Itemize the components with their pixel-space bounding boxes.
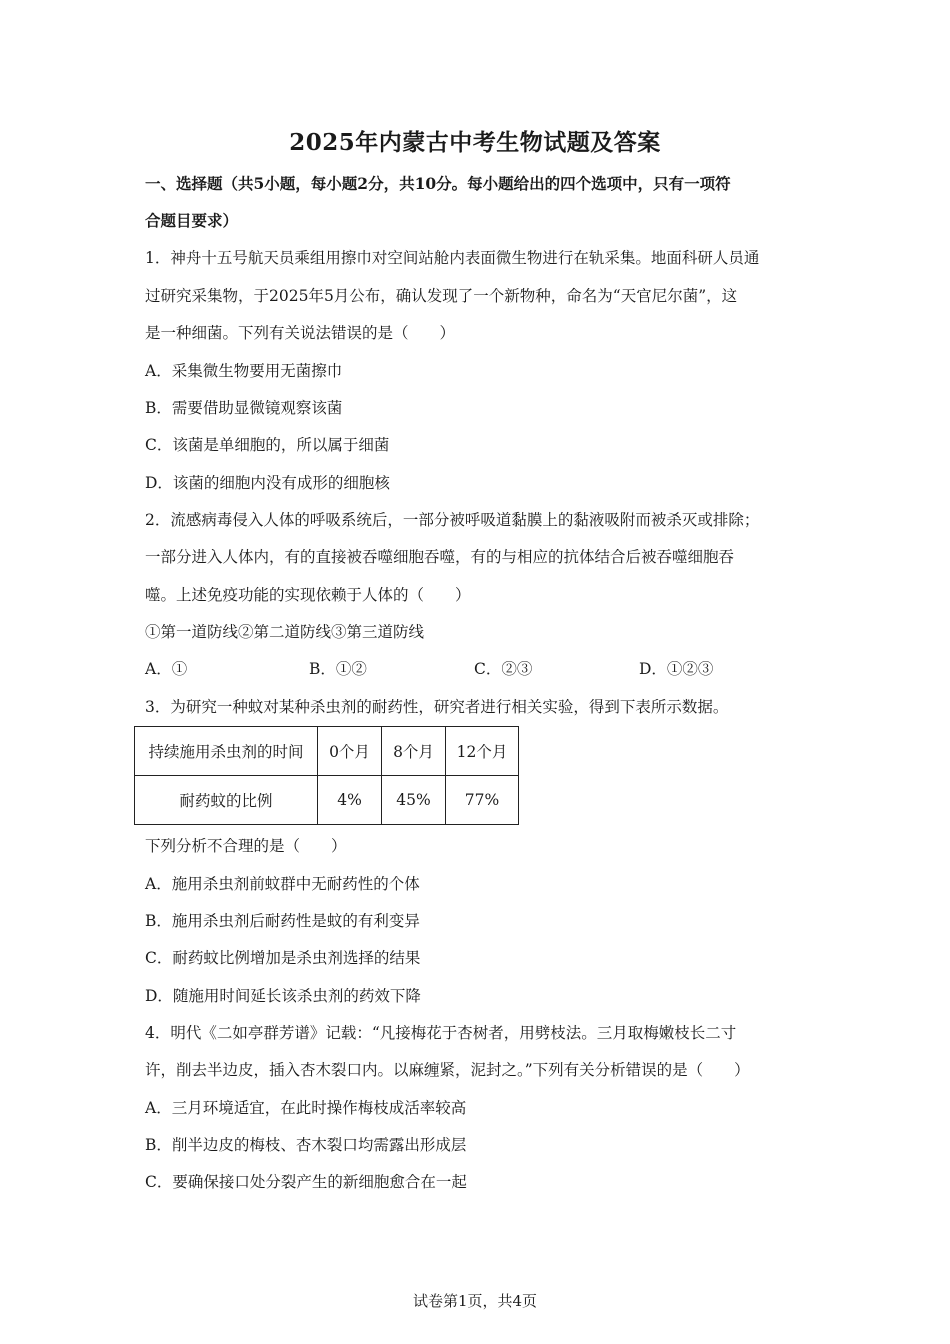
q2-option-a: A．① bbox=[145, 660, 188, 678]
q1-stem-line1: 1．神舟十五号航天员乘组用擦巾对空间站舱内表面微生物进行在轨采集。地面科研人员通 bbox=[145, 249, 760, 267]
q4-stem-line2: 许，削去半边皮，插入杏木裂口内。以麻缠紧，泥封之。”下列有关分析错误的是（ ） bbox=[145, 1061, 750, 1079]
q4-option-b: B．削半边皮的梅枝、杏木裂口均需露出形成层 bbox=[145, 1136, 467, 1154]
q1-option-c: C．该菌是单细胞的，所以属于细菌 bbox=[145, 436, 390, 454]
table-header-cell: 8个月 bbox=[382, 727, 446, 776]
q1-option-d: D．该菌的细胞内没有成形的细胞核 bbox=[145, 474, 390, 492]
q3-option-a: A．施用杀虫剂前蚊群中无耐药性的个体 bbox=[145, 875, 420, 893]
q4-option-c: C．要确保接口处分裂产生的新细胞愈合在一起 bbox=[145, 1173, 467, 1191]
q2-option-c: C．②③ bbox=[474, 660, 533, 678]
page-title: 2025年内蒙古中考生物试题及答案 bbox=[289, 129, 661, 156]
q2-stem-line1: 2．流感病毒侵入人体的呼吸系统后，一部分被呼吸道黏膜上的黏液吸附而被杀灭或排除； bbox=[145, 511, 760, 529]
q1-option-a: A．采集微生物要用无菌擦巾 bbox=[145, 362, 343, 380]
q2-option-d: D．①②③ bbox=[639, 660, 714, 678]
q4-option-a: A．三月环境适宜，在此时操作梅枝成活率较高 bbox=[145, 1099, 467, 1117]
table-cell: 耐药蚊的比例 bbox=[135, 776, 318, 825]
q2-stem-line2: 一部分进入人体内，有的直接被吞噬细胞吞噬，有的与相应的抗体结合后被吞噬细胞吞 bbox=[145, 548, 735, 566]
section-heading-line2: 合题目要求） bbox=[145, 211, 239, 230]
q3-option-b: B．施用杀虫剂后耐药性是蚊的有利变异 bbox=[145, 912, 420, 930]
q2-stem-line4: ①第一道防线②第二道防线③第三道防线 bbox=[145, 623, 425, 641]
q3-option-c: C．耐药蚊比例增加是杀虫剂选择的结果 bbox=[145, 949, 421, 967]
q4-stem-line1: 4．明代《二如亭群芳谱》记载：“凡接梅花于杏树者，用劈枝法。三月取梅嫩枝长二寸 bbox=[145, 1024, 737, 1042]
q3-stem-line2: 下列分析不合理的是（ ） bbox=[145, 837, 347, 855]
q1-option-b: B．需要借助显微镜观察该菌 bbox=[145, 399, 343, 417]
q3-stem-line1: 3．为研究一种蚊对某种杀虫剂的耐药性，研究者进行相关实验，得到下表所示数据。 bbox=[145, 698, 729, 716]
table-cell: 45% bbox=[382, 776, 446, 825]
page-footer: 试卷第1页，共4页 bbox=[412, 1292, 538, 1310]
table-header-cell: 12个月 bbox=[446, 727, 519, 776]
q2-option-b: B．①② bbox=[309, 660, 367, 678]
q1-stem-line3: 是一种细菌。下列有关说法错误的是（ ） bbox=[145, 324, 456, 342]
table-header-cell: 持续施用杀虫剂的时间 bbox=[135, 727, 318, 776]
section-heading-line1: 一、选择题（共5小题，每小题2分，共10分。每小题给出的四个选项中，只有一项符 bbox=[145, 174, 731, 193]
q1-stem-line2: 过研究采集物，于2025年5月公布，确认发现了一个新物种，命名为“天官尼尔菌”，这 bbox=[145, 287, 738, 305]
q3-option-d: D．随施用时间延长该杀虫剂的药效下降 bbox=[145, 987, 421, 1005]
table-row bbox=[135, 776, 519, 825]
q3-data-table bbox=[134, 726, 519, 825]
table-cell: 4% bbox=[318, 776, 382, 825]
table-header-cell: 0个月 bbox=[318, 727, 382, 776]
table-cell: 77% bbox=[446, 776, 519, 825]
table-header-row bbox=[135, 727, 519, 776]
q2-stem-line3: 噬。上述免疫功能的实现依赖于人体的（ ） bbox=[145, 586, 471, 604]
